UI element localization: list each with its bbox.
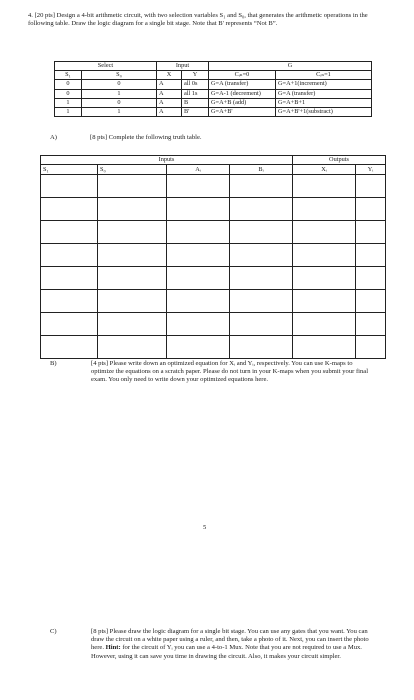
cell: 1 xyxy=(82,89,157,98)
col-s1: S₁ xyxy=(55,71,82,80)
col-y: Y xyxy=(182,71,209,80)
cell: 1 xyxy=(82,108,157,117)
truth-table-cell[interactable] xyxy=(167,175,230,198)
cell: G=A+B (add) xyxy=(209,98,276,107)
cell: G=A-1 (decrement) xyxy=(209,89,276,98)
question-number: 4. xyxy=(28,12,33,19)
truth-table-row xyxy=(41,175,386,198)
truth-table[interactable] xyxy=(40,155,386,359)
truth-table-cell[interactable] xyxy=(356,175,386,198)
cell: G=A+B'+1(substract) xyxy=(276,108,372,117)
truth-table-cell[interactable] xyxy=(98,290,167,313)
g-group-header: G xyxy=(209,62,372,71)
page-number: 5 xyxy=(203,524,207,531)
truth-table-row xyxy=(41,290,386,313)
cell: B xyxy=(182,98,209,107)
select-group-header: Select xyxy=(55,62,157,71)
truth-table-row xyxy=(41,336,386,359)
tt-col-s0: S₀ xyxy=(98,165,167,175)
truth-table-cell[interactable] xyxy=(41,267,98,290)
inputs-header: Inputs xyxy=(41,156,293,165)
truth-table-cell[interactable] xyxy=(41,175,98,198)
truth-table-cell[interactable] xyxy=(167,290,230,313)
truth-table-cell[interactable] xyxy=(293,336,356,359)
truth-table-cell[interactable] xyxy=(293,198,356,221)
question-intro xyxy=(28,12,384,28)
truth-table-cell[interactable] xyxy=(293,244,356,267)
truth-table-cell[interactable] xyxy=(356,336,386,359)
spec-group-header-row xyxy=(55,62,372,71)
truth-table-cell[interactable] xyxy=(230,336,293,359)
part-c-text-after-hint: for the circuit of Yᵢ you can use a 4-to-1 Mux. Note that you are not required to use a Mux. However, using it can save you time in drawing the circuit. Also, it makes your circuit simpler. xyxy=(91,644,362,660)
cell: 0 xyxy=(82,98,157,107)
truth-table-cell[interactable] xyxy=(167,221,230,244)
truth-table-cell[interactable] xyxy=(293,175,356,198)
truth-table-row xyxy=(41,244,386,267)
truth-table-body[interactable] xyxy=(41,175,386,359)
part-a-text: [8 pts] Complete the following truth table. xyxy=(90,134,202,141)
truth-table-row xyxy=(41,221,386,244)
truth-table-cell[interactable] xyxy=(293,313,356,336)
truth-table-cell[interactable] xyxy=(167,336,230,359)
truth-table-cell[interactable] xyxy=(230,267,293,290)
cell: A xyxy=(157,108,182,117)
tt-col-bi: Bᵢ xyxy=(230,165,293,175)
cell: all 0s xyxy=(182,80,209,89)
part-b-label: B) xyxy=(50,360,57,367)
truth-table-cell[interactable] xyxy=(167,267,230,290)
tt-col-s1: S₁ xyxy=(41,165,98,175)
truth-table-cell[interactable] xyxy=(356,313,386,336)
truth-group-header-row xyxy=(41,156,386,165)
truth-table-cell[interactable] xyxy=(293,221,356,244)
truth-table-cell[interactable] xyxy=(167,313,230,336)
operation-spec-table xyxy=(54,61,372,117)
cell: 0 xyxy=(55,80,82,89)
truth-table-cell[interactable] xyxy=(41,198,98,221)
truth-table-cell[interactable] xyxy=(41,244,98,267)
input-group-header: Input xyxy=(157,62,209,71)
truth-table-cell[interactable] xyxy=(230,244,293,267)
truth-table-cell[interactable] xyxy=(41,313,98,336)
cell: 1 xyxy=(55,98,82,107)
tt-col-yi: Yᵢ xyxy=(356,165,386,175)
cell: A xyxy=(157,98,182,107)
truth-table-cell[interactable] xyxy=(41,221,98,244)
cell: G=A+1(increment) xyxy=(276,80,372,89)
col-x: X xyxy=(157,71,182,80)
spec-row xyxy=(55,108,372,117)
truth-table-cell[interactable] xyxy=(98,198,167,221)
col-cin0: Cᵢₙ=0 xyxy=(209,71,276,80)
hint-label: Hint: xyxy=(105,644,121,652)
truth-table-cell[interactable] xyxy=(98,175,167,198)
truth-table-cell[interactable] xyxy=(293,290,356,313)
truth-table-cell[interactable] xyxy=(41,290,98,313)
cell: all 1s xyxy=(182,89,209,98)
cell: A xyxy=(157,89,182,98)
part-a-label: A) xyxy=(50,134,57,141)
truth-table-cell[interactable] xyxy=(230,221,293,244)
truth-table-cell[interactable] xyxy=(356,290,386,313)
truth-table-cell[interactable] xyxy=(167,244,230,267)
truth-table-cell[interactable] xyxy=(230,290,293,313)
truth-table-row xyxy=(41,313,386,336)
spec-row xyxy=(55,98,372,107)
truth-table-cell[interactable] xyxy=(230,313,293,336)
spec-row xyxy=(55,89,372,98)
col-cin1: Cᵢₙ=1 xyxy=(276,71,372,80)
cell: A xyxy=(157,80,182,89)
cell: 0 xyxy=(82,80,157,89)
spec-row xyxy=(55,80,372,89)
part-c-label: C) xyxy=(50,628,57,635)
cell: 0 xyxy=(55,89,82,98)
truth-table-cell[interactable] xyxy=(98,221,167,244)
truth-table-cell[interactable] xyxy=(98,336,167,359)
col-s0: S₀ xyxy=(82,71,157,80)
truth-table-cell[interactable] xyxy=(98,267,167,290)
part-c-text-before-hint: [8 pts] Please draw the logic diagram for a single bit stage. You can use any gates that you want. You can draw the circuit on a white paper using a ruler, and then, take a photo of it. Next, you can insert the photo here. xyxy=(91,628,369,652)
truth-column-header-row xyxy=(41,165,386,175)
truth-table-cell[interactable] xyxy=(356,221,386,244)
truth-table-cell[interactable] xyxy=(356,267,386,290)
cell: B' xyxy=(182,108,209,117)
cell: G=A (transfer) xyxy=(209,80,276,89)
cell: 1 xyxy=(55,108,82,117)
truth-table-cell[interactable] xyxy=(356,198,386,221)
question-text: [20 pts] Design a 4-bit arithmetic circuit, with two selection variables S₁ and S₀, that generates the arithmetic operations in the following table. Draw the logic diagram for a single bit stage. Note that B' represents “Not B”. xyxy=(28,12,368,28)
truth-table-cell[interactable] xyxy=(230,175,293,198)
cell: G=A (transfer) xyxy=(276,89,372,98)
truth-table-cell[interactable] xyxy=(41,336,98,359)
part-b-text: [4 pts] Please write down an optimized equation for Xᵢ and Yᵢ, respectively. You can use K-maps to optimize the equations on a scratch paper. Please do not turn in your K-maps when you submit your final exam. You only need to write down your optimized equations here. xyxy=(91,360,369,384)
truth-table-cell[interactable] xyxy=(293,267,356,290)
cell: G=A+B' xyxy=(209,108,276,117)
truth-table-cell[interactable] xyxy=(98,313,167,336)
truth-table-row xyxy=(41,198,386,221)
truth-table-cell[interactable] xyxy=(356,244,386,267)
truth-table-cell[interactable] xyxy=(230,198,293,221)
truth-table-cell[interactable] xyxy=(167,198,230,221)
truth-table-row xyxy=(41,267,386,290)
tt-col-xi: Xᵢ xyxy=(293,165,356,175)
tt-col-ai: Aᵢ xyxy=(167,165,230,175)
truth-table-cell[interactable] xyxy=(98,244,167,267)
spec-column-header-row xyxy=(55,71,372,80)
cell: G=A+B+1 xyxy=(276,98,372,107)
part-c-text xyxy=(91,628,369,661)
outputs-header: Outputs xyxy=(293,156,386,165)
